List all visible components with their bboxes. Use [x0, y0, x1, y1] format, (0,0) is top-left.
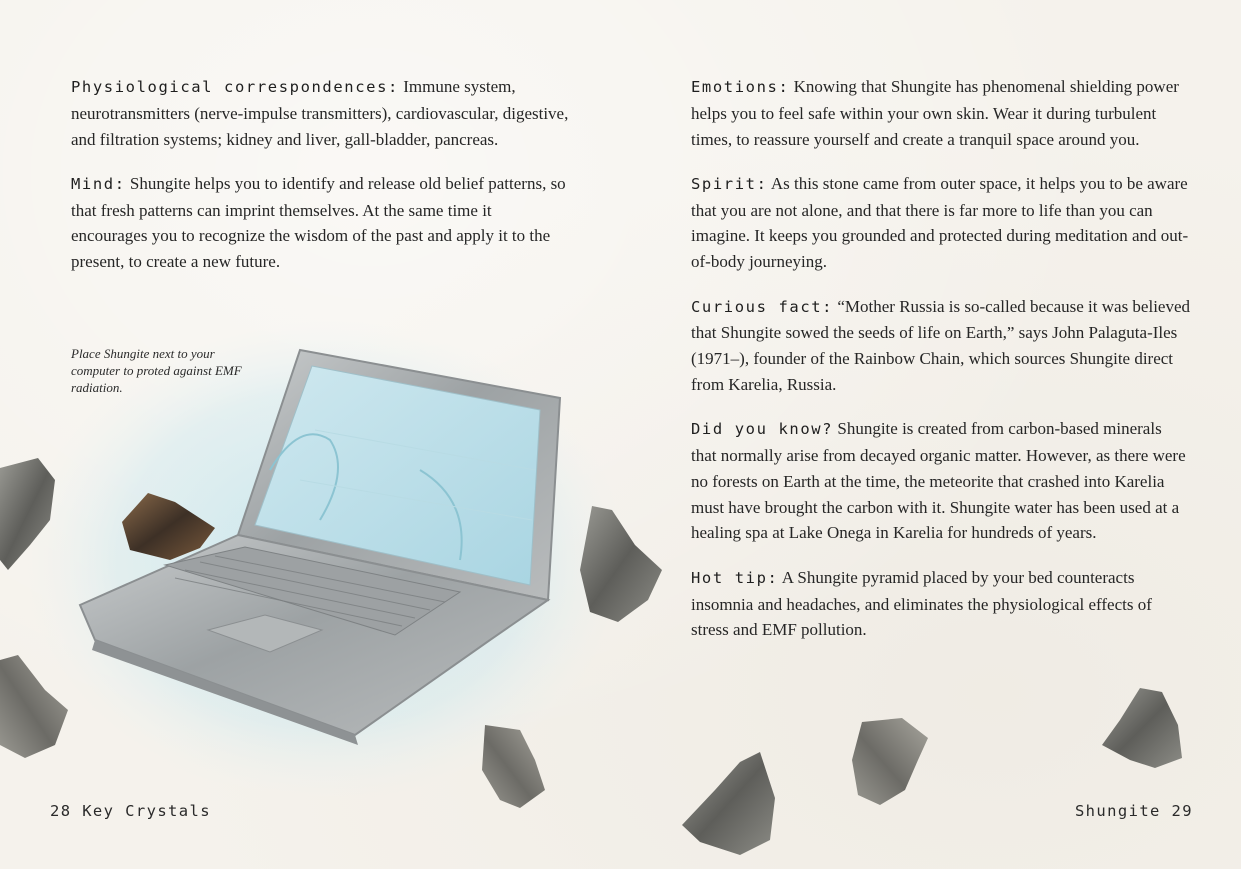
paragraph-body: Immune system, neurotransmitters (nerve-impulse transmitters), cardiovascular, digestive, and filtration systems; kidney and liver, gall-bladder, pancreas. — [71, 77, 569, 149]
paragraph-curious-fact — [691, 294, 1191, 398]
paragraph-body: Knowing that Shungite has phenomenal shielding power helps you to feel safe within your own skin. Wear it during turbulent times, to reassure yourself and create a tranquil space around you. — [691, 77, 1179, 149]
page-footer-left: 28 Key Crystals — [50, 802, 211, 820]
paragraph-mind — [71, 171, 571, 275]
paragraph-lead: Hot tip: — [691, 568, 779, 587]
paragraph-emotions — [691, 74, 1191, 152]
paragraph-lead: Mind: — [71, 174, 126, 193]
paragraph-body: “Mother Russia is so-called because it was believed that Shungite sowed the seeds of life on Earth,” says John Palaguta-Iles (1971–), founder of the Rainbow Chain, which sources Shungite direct from Karelia, Russia. — [691, 296, 1191, 394]
paragraph-body: Shungite is created from carbon-based minerals that normally arise from decayed organic matter. However, as there were no forests on Earth at the time, the meteorite that crashed into Karelia must have brought the carbon with it. Shungite water has been used at a healing spa at Lake Onega in Karelia for hundreds of years. — [691, 419, 1186, 543]
right-page-text — [691, 74, 1191, 662]
left-page-text — [71, 74, 571, 294]
paragraph-lead: Emotions: — [691, 78, 790, 96]
paragraph-lead: Curious fact: — [691, 297, 834, 316]
paragraph-body: As this stone came from outer space, it helps you to be aware that you are not alone, and that there is far more to life than you can imagine. It keeps you grounded and protected during meditation and out-of-body journeying. — [691, 173, 1189, 272]
paragraph-lead: Physiological correspondences: — [71, 78, 399, 96]
paragraph-lead: Did you know? — [691, 420, 834, 439]
paragraph-physiological — [71, 74, 571, 152]
illustration-caption: Place Shungite next to your computer to proted against EMF radiation. — [71, 346, 242, 395]
paragraph-lead: Spirit: — [691, 174, 768, 193]
paragraph-hot-tip — [691, 565, 1191, 643]
paragraph-did-you-know — [691, 416, 1191, 546]
paragraph-spirit — [691, 171, 1191, 275]
page-footer-right: Shungite 29 — [1074, 802, 1193, 820]
paragraph-body: Shungite helps you to identify and release old belief patterns, so that fresh patterns can imprint themselves. At the same time it encourages you to recognize the wisdom of the past and apply it to the present, to create a new future. — [71, 173, 566, 272]
paragraph-body: A Shungite pyramid placed by your bed counteracts insomnia and headaches, and eliminates the physiological effects of stress and EMF pollution. — [691, 567, 1152, 640]
